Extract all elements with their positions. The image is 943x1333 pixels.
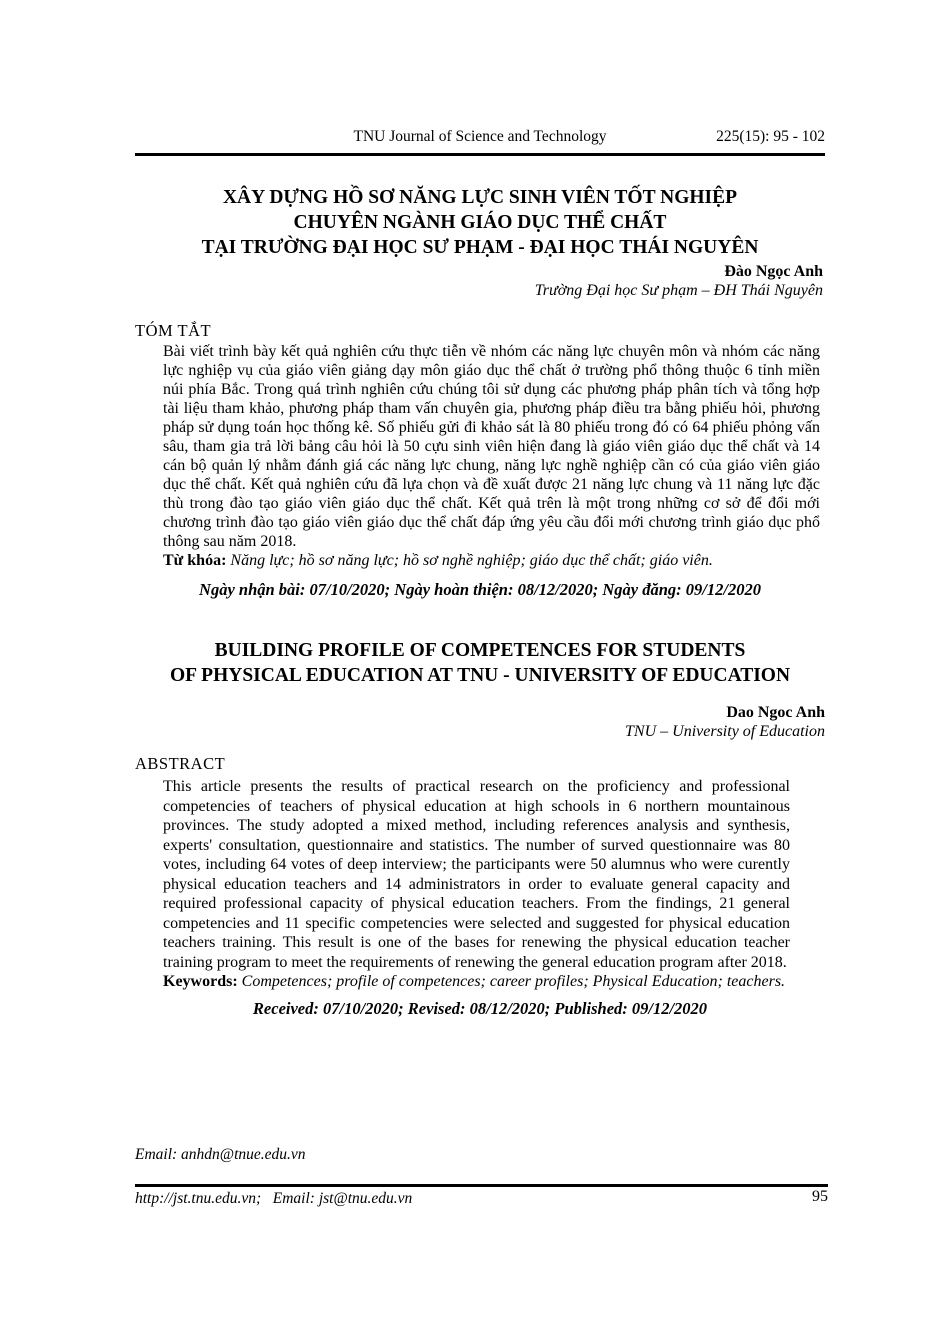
vietnamese-abstract-text: Bài viết trình bày kết quả nghiên cứu thực tiễn về nhóm các năng lực chuyên môn và nhóm các năng lực nghiệp vụ của giáo viên giảng dạy môn giáo dục thể chất ở trường phổ thông thuộc 6 tỉnh miền núi phía Bắc. Trong quá trình nghiên cứu chúng tôi sử dụng các phương pháp phân tích và tổng hợp tài liệu tham khảo, phương pháp tham vấn chuyên gia, phương pháp điều tra bằng phiếu hỏi, phương pháp sử dụng toán học thống kê. Số phiếu gửi đi khảo sát là 80 phiếu trong đó có 64 phiếu phỏng vấn sâu, tham gia trả lời bảng câu hỏi là 50 cựu sinh viên hiện đang là giáo viên giáo dục thể chất và 14 cán bộ quản lý nhằm đánh giá các năng lực chung, năng lực nghề nghiệp cần có của giáo viên giáo dục thể chất. Kết quả nghiên cứu đã lựa chọn và đề xuất được 21 năng lực chung và 11 năng lực đặc thù trong đào tạo giáo viên giáo dục thể chất. Kết quả trên là một trong những cơ sở để đổi mới chương trình đào tạo giáo viên giáo dục thể chất đáp ứng yêu cầu đổi mới chương trình giáo dục phổ thông sau năm 2018.: [163, 343, 820, 550]
vietnamese-title-line-2: CHUYÊN NGÀNH GIÁO DỤC THỂ CHẤT: [293, 212, 667, 233]
vietnamese-title-line-3: TẠI TRƯỜNG ĐẠI HỌC SƯ PHẠM - ĐẠI HỌC THÁI NGUYÊN: [201, 237, 759, 258]
vietnamese-keywords-label: Từ khóa:: [163, 552, 227, 569]
english-keywords-line: [163, 972, 790, 992]
vietnamese-dates-line: Ngày nhận bài: 07/10/2020; Ngày hoàn thiện: 08/12/2020; Ngày đăng: 09/12/2020: [199, 580, 761, 599]
vietnamese-title: [130, 185, 830, 260]
vietnamese-author-name: Đào Ngọc Anh: [724, 263, 823, 280]
footer-site-line: http://jst.tnu.edu.vn; Email: jst@tnu.edu.vn: [135, 1190, 413, 1207]
english-abstract-block: [163, 777, 790, 992]
vietnamese-keywords: Năng lực; hồ sơ năng lực; hồ sơ nghề nghiệp; giáo dục thể chất; giáo viên.: [230, 552, 713, 569]
vietnamese-abstract-heading: TÓM TẮT: [135, 321, 212, 340]
english-title-line-2: OF PHYSICAL EDUCATION AT TNU - UNIVERSITY OF EDUCATION: [169, 665, 791, 686]
issue-info: 225(15): 95 - 102: [716, 128, 825, 145]
page-number: 95: [812, 1188, 828, 1205]
english-title: [130, 638, 830, 688]
vietnamese-author-affiliation: Trường Đại học Sư phạm – ĐH Thái Nguyên: [534, 282, 823, 299]
english-author-name: Dao Ngoc Anh: [726, 704, 825, 721]
english-keywords: Competences; profile of competences; career profiles; Physical Education; teachers.: [241, 973, 786, 990]
english-dates-line: Received: 07/10/2020; Revised: 08/12/2020; Published: 09/12/2020: [252, 999, 708, 1018]
english-abstract-heading: ABSTRACT: [135, 754, 226, 773]
header-rule: [135, 153, 825, 156]
footer-rule: [135, 1184, 828, 1187]
english-abstract-text: This article presents the results of practical research on the proficiency and professional competencies of teachers of physical education at high schools in 6 northern mountainous provinces. The study adopted a mixed method, including references analysis and synthesis, experts' consultation, questionnaire and statistics. The number of surved questionnaire was 80 votes, including 64 votes of deep interview; the participants were 50 alumnus who were curently physical education teachers and 14 administrators in order to evaluate general capacity and required professional capacity of physical education teachers. From the findings, 21 general competencies and 11 specific competencies were selected and suggested for physical education teachers training. This result is one of the bases for renewing the physical education teacher training program to meet the requirements of renewing the general education program after 2018.: [163, 778, 790, 971]
english-keywords-label: Keywords:: [163, 973, 238, 990]
english-author-block: [135, 703, 825, 741]
vietnamese-title-line-1: XÂY DỰNG HỒ SƠ NĂNG LỰC SINH VIÊN TỐT NGHIỆP: [222, 187, 738, 208]
vietnamese-keywords-line: [163, 551, 820, 570]
journal-title: TNU Journal of Science and Technology: [353, 128, 607, 145]
vietnamese-author-block: [135, 262, 823, 300]
english-title-line-1: BUILDING PROFILE OF COMPETENCES FOR STUDENTS: [214, 640, 746, 661]
vietnamese-abstract-block: [163, 342, 820, 570]
english-author-affiliation: TNU – University of Education: [625, 723, 825, 740]
contact-email: Email: anhdn@tnue.edu.vn: [135, 1146, 306, 1163]
